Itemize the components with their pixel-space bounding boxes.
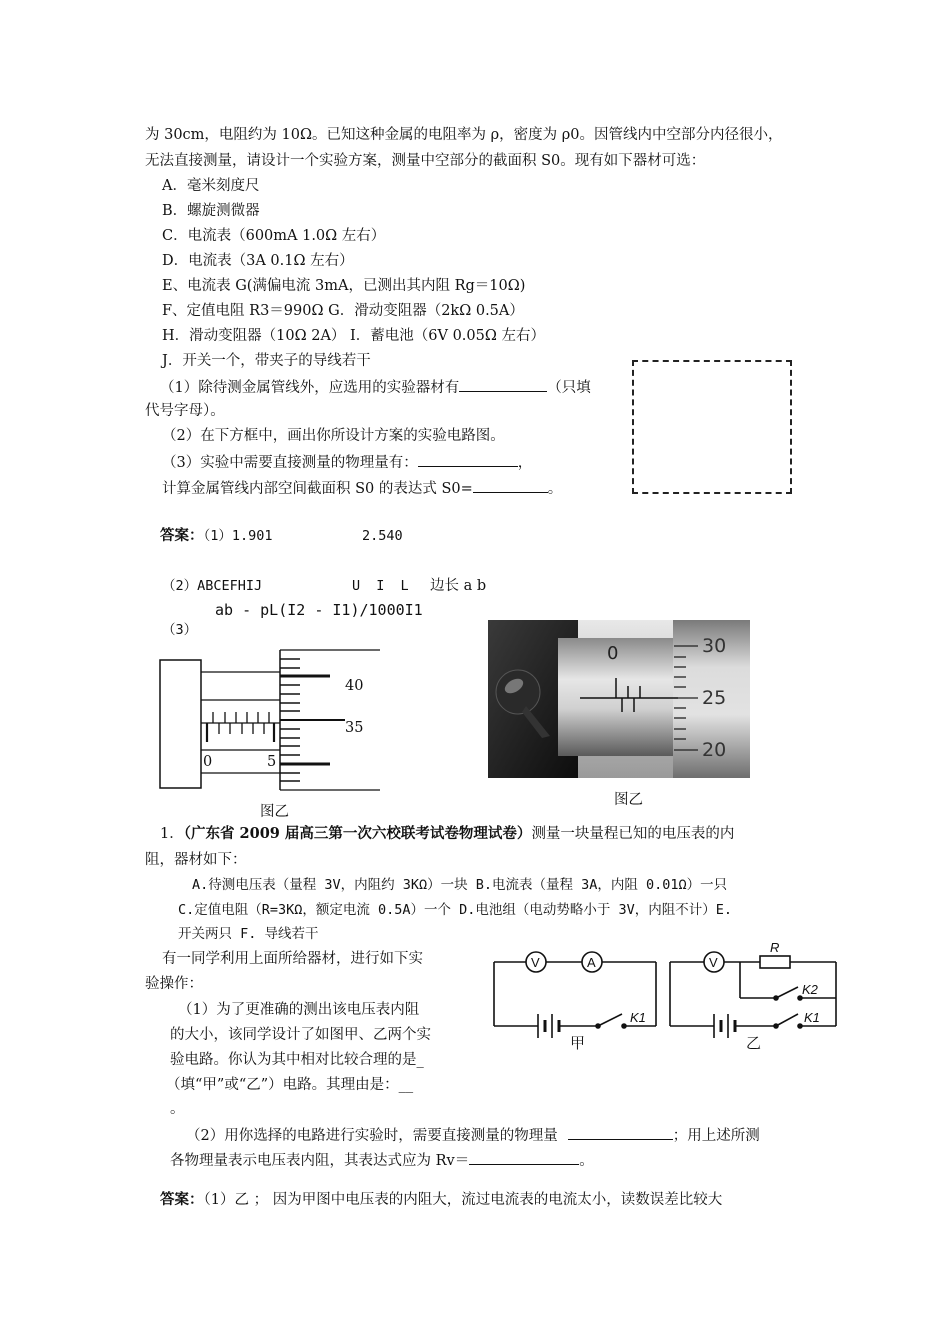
question-3-period: 。 (547, 481, 563, 497)
equipment-line-3: 开关两只 F. 导线若干 (178, 926, 319, 942)
problem-number: 1． (160, 826, 184, 842)
setup-line-1: 有一同学利用上面所给器材，进行如下实 (162, 951, 423, 967)
equipment-line-1: A.待测电压表（量程 3V，内阻约 3KΩ）一块 B.电流表（量程 3A，内阻 0.01Ω）一只 (192, 877, 728, 893)
photo-main-label-0: 0 (607, 643, 619, 664)
option-j: J．开关一个，带夹子的导线若干 (162, 353, 371, 369)
problem-line-1: 为 30cm，电阻约为 10Ω。已知这种金属的电阻率为 ρ，密度为 ρ0。因管线内中空部分内径很小， (145, 127, 783, 143)
answer-label: 答案： (160, 527, 204, 544)
option-d: D．电流表（3A 0.1Ω 左右） (162, 253, 354, 269)
equipment-line-2: C.定值电阻（R=3KΩ，额定电流 0.5A）一个 D.电池组（电动势略小于 3V，内阻不计）E. (178, 902, 733, 918)
answer-part-2: （2）ABCEFHIJ (162, 578, 263, 594)
setup-line-5: 验电路。你认为其中相对比较合理的是_ (170, 1052, 424, 1068)
answer-label: 答案： (160, 1191, 204, 1208)
switch-k1-label-yi: K1 (804, 1010, 820, 1025)
circuit-jia (494, 952, 656, 1038)
voltmeter-label-yi: V (709, 955, 718, 970)
question-2: （2）在下方框中，画出你所设计方案的实验电路图。 (162, 428, 505, 444)
circuit-drawing-box (632, 360, 792, 494)
question-3-comma: ， (517, 455, 533, 471)
main-scale-label-0: 0 (203, 754, 213, 770)
answer-formula: ab - pL(I2 - I1)/1000I1 (215, 601, 423, 619)
option-h-i: H．滑动变阻器（10Ω 2A） I．蓄电池（6V 0.05Ω 左右） (162, 328, 545, 344)
circuit-label-jia: 甲 (570, 1035, 586, 1052)
problem-line-2: 无法直接测量，请设计一个实验方案，测量中空部分的截面积 S0。现有如下器材可选： (145, 153, 706, 169)
setup-line-3: （1）为了更准确的测出该电压表内阻 (178, 1002, 420, 1018)
option-a: A．毫米刻度尺 (162, 178, 260, 194)
question-2-2-text: （2）用你选择的电路进行实验时，需要直接测量的物理量 (186, 1128, 558, 1144)
question-3-expression-text: 计算金属管线内部空间截面积 S0 的表达式 S0= (162, 481, 473, 497)
setup-line-7: 。 (170, 1101, 185, 1117)
voltmeter-label-jia: V (531, 955, 540, 970)
question-2-2-line (186, 1124, 760, 1146)
problem-2-line-2: 阻，器材如下： (145, 852, 247, 868)
problem-intro: 测量一块量程已知的电压表的内 (531, 826, 735, 842)
switch-k1-label-jia: K1 (630, 1010, 646, 1025)
question-3-expression-line (162, 477, 562, 499)
question-2-2-expr-text: 各物理量表示电压表内阻，其表达式应为 Rv＝ (170, 1153, 470, 1169)
answer-blank (473, 477, 548, 493)
problem-2-line-1 (160, 824, 734, 844)
answer-2-line (160, 1190, 722, 1210)
photo-thimble-25: 25 (702, 687, 727, 709)
figure-caption-left: 图乙 (260, 804, 289, 820)
figure-caption-right: 图乙 (614, 792, 643, 808)
ammeter-label: A (587, 955, 596, 970)
answer-blank (418, 451, 518, 467)
option-b: B．螺旋测微器 (162, 203, 260, 219)
option-e: E、电流表 G(满偏电流 3mA，已测出其内阻 Rg＝10Ω) (162, 278, 526, 294)
question-2-2-period: 。 (579, 1153, 594, 1169)
question-3-text: （3）实验中需要直接测量的物理量有： (162, 455, 418, 471)
option-f-g: F、定值电阻 R3＝990Ω G．滑动变阻器（2kΩ 0.5A） (162, 303, 524, 319)
question-1-line (160, 376, 591, 398)
answer-part-2b: U I L (352, 578, 413, 594)
answer-blank (469, 1149, 579, 1165)
answer-2-text: （1）乙 ； 因为甲图中电压表的内阻大，流过电流表的电流太小，读数误差比较大 (203, 1192, 723, 1208)
problem-source: （广东省 2009 届高三第一次六校联考试卷物理试卷） (183, 825, 532, 842)
switch-k2-label: K2 (802, 982, 818, 997)
photo-thimble-30: 30 (702, 635, 727, 657)
option-c: C．电流表（600mA 1.0Ω 左右） (162, 228, 386, 244)
setup-line-6: （填“甲”或“乙”）电路。其理由是：__ (166, 1077, 414, 1093)
setup-line-4: 的大小，该同学设计了如图甲、乙两个实 (170, 1027, 431, 1043)
answer-part-2c: 边长 a b (430, 578, 487, 594)
circuit-label-yi: 乙 (746, 1035, 762, 1052)
photo-thimble-20: 20 (702, 739, 727, 761)
thimble-label-top: 40 (345, 678, 364, 694)
answer-blank (459, 376, 547, 392)
question-1-tail: （只填 (547, 380, 591, 396)
question-1-text: （1）除待测金属管线外，应选用的实验器材有 (160, 380, 460, 396)
answer-part-3: （3） (162, 622, 198, 638)
circuit-diagrams (490, 942, 850, 1052)
answer-part-1: （1）1.901 (203, 528, 273, 544)
answer-blank (568, 1124, 673, 1140)
question-2-2-tail: ；用上述所测 (672, 1128, 760, 1144)
question-2-2-expr-line (170, 1149, 594, 1171)
resistor-label: R (770, 940, 780, 955)
thimble-label-mid: 35 (345, 720, 364, 736)
answer-1-line (160, 526, 273, 546)
question-1-cont: 代号字母）。 (145, 403, 225, 419)
question-3-line (162, 451, 532, 473)
answer-part-1b: 2.540 (362, 528, 403, 544)
main-scale-label-5: 5 (267, 754, 277, 770)
setup-line-2: 验操作： (145, 976, 203, 992)
